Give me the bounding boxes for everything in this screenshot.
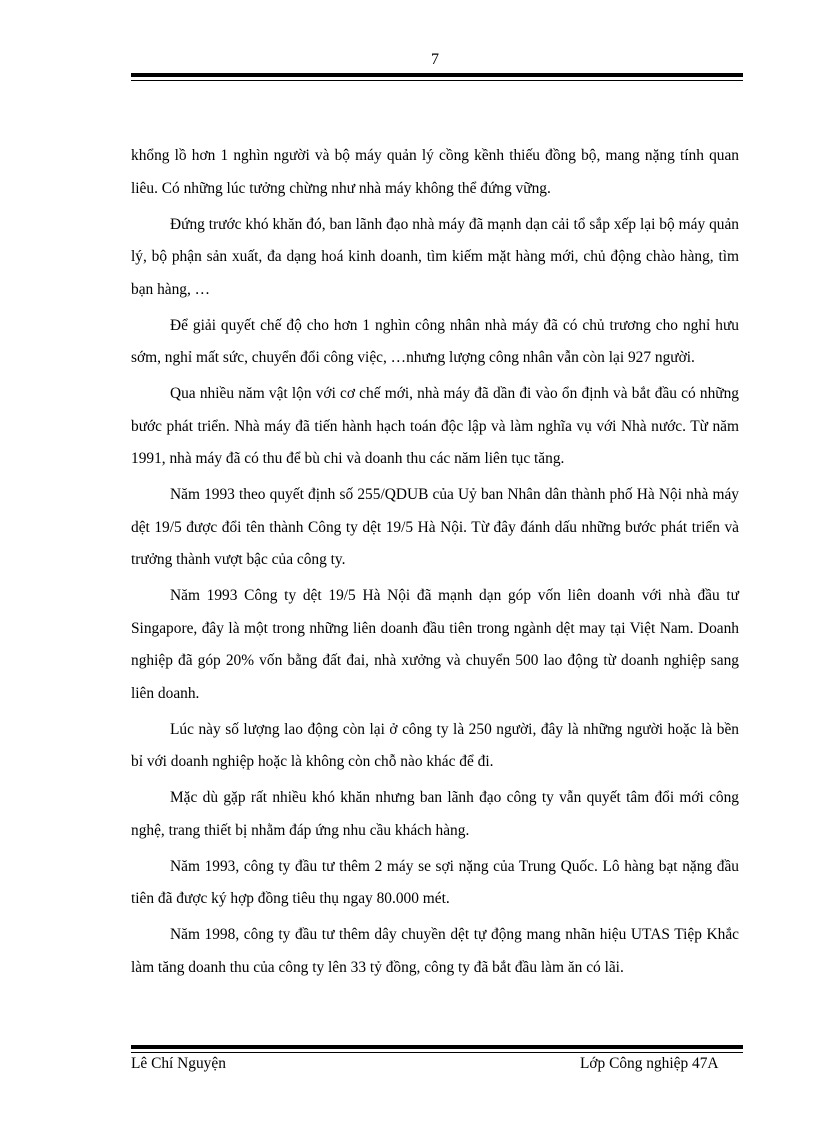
header-divider-thick bbox=[131, 73, 743, 77]
page-number: 7 bbox=[431, 51, 439, 68]
paragraph-5: Năm 1993 theo quyết định số 255/QDUB của Uỷ ban Nhân dân thành phố Hà Nội nhà máy dệt 19/5 được đổi tên thành Công ty dệt 19/5 Hà Nội. Từ đây đánh dấu những bước phát triển và trưởng thành vượt bậc của công ty. bbox=[131, 486, 739, 568]
header-divider-thin bbox=[131, 80, 743, 81]
paragraph-10: Năm 1998, công ty đầu tư thêm dây chuyền dệt tự động mang nhãn hiệu UTAS Tiệp Khắc làm tăng doanh thu của công ty lên 33 tỷ đồng, công ty đã bắt đầu làm ăn có lãi. bbox=[131, 926, 739, 976]
paragraph-7: Lúc này số lượng lao động còn lại ở công ty là 250 người, đây là những người hoặc là bền bỉ với doanh nghiệp hoặc là không còn chỗ nào khác để đi. bbox=[131, 720, 739, 770]
footer-divider-thick bbox=[131, 1045, 743, 1049]
footer-author: Lê Chí Nguyện bbox=[131, 1055, 226, 1072]
document-body bbox=[131, 140, 739, 988]
paragraph-8: Mặc dù gặp rất nhiều khó khăn nhưng ban lãnh đạo công ty vẫn quyết tâm đổi mới công nghệ, trang thiết bị nhằm đáp ứng nhu cầu khách hàng. bbox=[131, 789, 739, 839]
paragraph-6: Năm 1993 Công ty dệt 19/5 Hà Nội đã mạnh dạn góp vốn liên doanh với nhà đầu tư Singapore, đây là một trong những liên doanh đầu tiên trong ngành dệt may tại Việt Nam. Doanh nghiệp đã góp 20% vốn bằng đất đai, nhà xưởng và chuyển 500 lao động từ doanh nghiệp sang liên doanh. bbox=[131, 587, 739, 702]
paragraph-3: Để giải quyết chế độ cho hơn 1 nghìn công nhân nhà máy đã có chủ trương cho nghỉ hưu sớm, nghỉ mất sức, chuyển đổi công việc, …nhưng lượng công nhân vẫn còn lại 927 người. bbox=[131, 316, 739, 366]
paragraph-9: Năm 1993, công ty đầu tư thêm 2 máy se sợi nặng của Trung Quốc. Lô hàng bạt nặng đầu tiên đã được ký hợp đồng tiêu thụ ngay 80.000 mét. bbox=[131, 857, 739, 907]
footer-divider-thin bbox=[131, 1052, 743, 1053]
footer-class: Lớp Công nghiệp 47A bbox=[580, 1055, 719, 1072]
paragraph-2: Đứng trước khó khăn đó, ban lãnh đạo nhà máy đã mạnh dạn cải tổ sắp xếp lại bộ máy quản lý, bộ phận sản xuất, đa dạng hoá kinh doanh, tìm kiếm mặt hàng mới, chủ động chào hàng, tìm bạn hàng, … bbox=[131, 215, 739, 298]
paragraph-1: khổng lồ hơn 1 nghìn người và bộ máy quản lý cồng kềnh thiếu đồng bộ, mang nặng tính quan liêu. Có những lúc tưởng chừng như nhà máy không thể đứng vững. bbox=[131, 147, 739, 197]
paragraph-4: Qua nhiều năm vật lộn với cơ chế mới, nhà máy đã dần đi vào ổn định và bắt đầu có những bước phát triển. Nhà máy đã tiến hành hạch toán độc lập và làm nghĩa vụ với Nhà nước. Từ năm 1991, nhà máy đã có thu để bù chi và doanh thu các năm liên tục tăng. bbox=[131, 385, 739, 467]
